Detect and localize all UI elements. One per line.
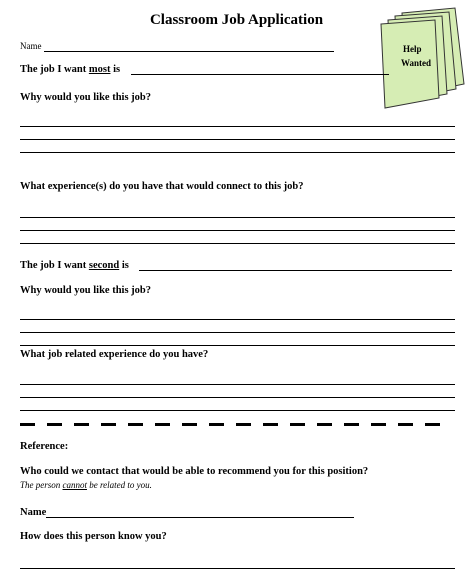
answer-line[interactable] bbox=[20, 397, 455, 398]
answer-line[interactable] bbox=[20, 345, 455, 346]
why-most-question: Why would you like this job? bbox=[20, 92, 151, 103]
why-second-question: Why would you like this job? bbox=[20, 285, 151, 296]
ref-name-field[interactable] bbox=[46, 517, 354, 518]
answer-line[interactable] bbox=[20, 126, 455, 127]
help-wanted-badge bbox=[375, 4, 470, 109]
reference-heading: Reference: bbox=[20, 441, 69, 452]
job-most-label: The job I want most is bbox=[20, 64, 121, 75]
know-question: How does this person know you? bbox=[20, 531, 167, 542]
badge-line2: Wanted bbox=[401, 58, 432, 68]
answer-line[interactable] bbox=[20, 243, 455, 244]
job-most-field[interactable] bbox=[131, 74, 389, 75]
answer-line[interactable] bbox=[20, 230, 455, 231]
related-note: The person cannot be related to you. bbox=[20, 480, 152, 490]
answer-line[interactable] bbox=[20, 332, 455, 333]
answer-line[interactable] bbox=[20, 568, 455, 569]
answer-line[interactable] bbox=[20, 384, 455, 385]
page-title: Classroom Job Application bbox=[149, 12, 324, 28]
badge-line1: Help bbox=[403, 44, 422, 54]
experience-question: What experience(s) do you have that would connect to this job? bbox=[20, 181, 304, 192]
contact-question: Who could we contact that would be able to recommend you for this position? bbox=[20, 466, 369, 477]
answer-line[interactable] bbox=[20, 152, 455, 153]
answer-line[interactable] bbox=[20, 410, 455, 411]
name-field[interactable] bbox=[44, 51, 334, 52]
name-label: Name bbox=[20, 41, 42, 51]
section-divider bbox=[20, 423, 452, 426]
job-second-label: The job I want second is bbox=[20, 260, 129, 271]
answer-line[interactable] bbox=[20, 139, 455, 140]
job-second-field[interactable] bbox=[139, 270, 452, 271]
answer-line[interactable] bbox=[20, 217, 455, 218]
ref-name-label: Name bbox=[20, 507, 47, 518]
related-experience-question: What job related experience do you have? bbox=[20, 349, 209, 360]
answer-line[interactable] bbox=[20, 319, 455, 320]
